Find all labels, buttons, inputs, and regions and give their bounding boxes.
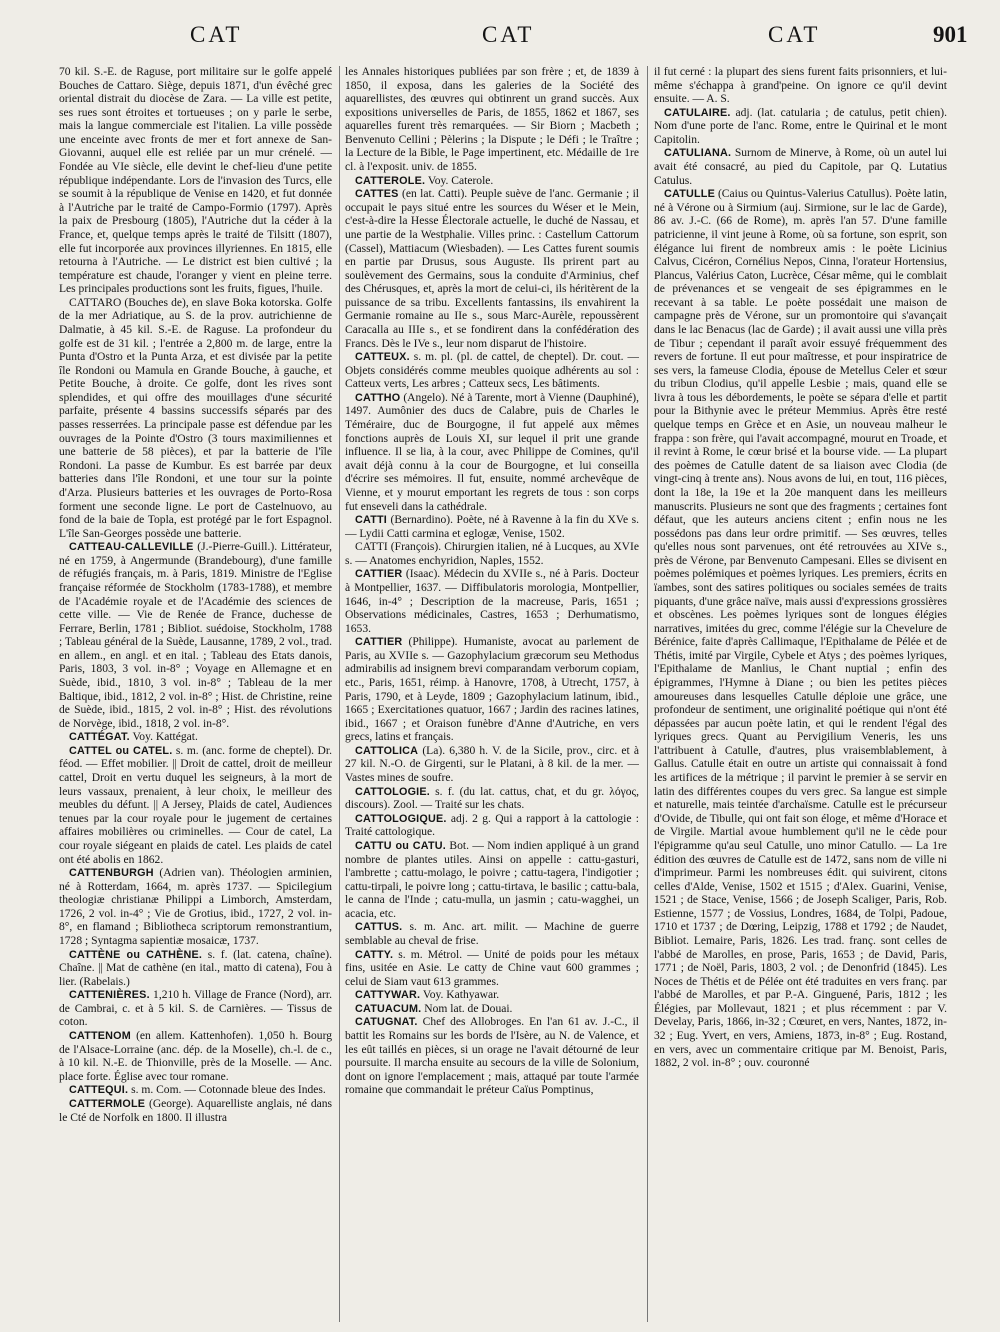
entry-body: (en lat. Catti). Peuple suève de l'anc. Germanie ; il occupait le pays situé entre les sources du Wéser et le Mein, c'est-à-dire la Hesse Électorale actuelle, le duché de Nassau, et une partie de la Westphalie. Villes princ. : Castellum Cattorum (Cassel), Mattiacum (Wiesbaden). — Les Cattes furent soumis en partie par Drusus, sous Auguste. Ils prirent part au soulèvement des Germains, sous la conduite d'Arminius, chef des Chérusques, et, après la mort de celui-ci, ils héritèrent de la puissance de sa tribu. Excellents fantassins, ils envahirent la Germanie romaine au IIe s., sous Marc-Aurèle, repoussèrent Caracalla au IIIe s., et se fondirent dans la confédération des Francs. Dès le IVe s., leur nom disparut de l'histoire. bbox=[345, 188, 639, 350]
continued-entry-text bbox=[654, 66, 947, 107]
entry-body: s. m. pl. (pl. de cattel, de cheptel). Dr. cout. — Objets considérés comme meubles quoique adhérents au sol : Catteux verts, Les arbres ; Catteux secs, Les bâtiments. bbox=[345, 351, 639, 391]
entry-body: il fut cerné : la plupart des siens furent faits prisonniers, et lui-même s'échappa à grand'peine. On ignore ce qu'il devint ensuite. — A. S. bbox=[654, 66, 947, 106]
text-column-1 bbox=[59, 66, 332, 1328]
entry-headword: CATTOLICA bbox=[355, 744, 419, 757]
entry-headword: CATTIER bbox=[355, 568, 403, 581]
entry-headword: CATULIANA. bbox=[664, 147, 732, 160]
dictionary-entry bbox=[59, 989, 332, 1030]
entry-headword: CATTEL ou CATEL. bbox=[69, 744, 173, 757]
dictionary-entry bbox=[59, 731, 332, 745]
dictionary-entry bbox=[654, 147, 947, 188]
entry-headword: CATTY. bbox=[355, 948, 394, 961]
entry-body: s. m. (anc. forme de cheptel). Dr. féod. — Effet mobilier. || Droit de cattel, droit de meilleur cattel, Droit en vertu duquel les seigneurs, à la mort de leurs vassaux, prenaient, à leur choix, le meilleur des meubles du défunt. || A Jersey, Plaids de catel, Audiences tenues par la cour royale pour le jugement de certaines affaires mobilières ou criminelles. — Cour de catel, La cour royale siégeant en plaids de catel. Les plaids de catel ont été abolis en 1862. bbox=[59, 744, 332, 866]
entry-headword: CATTEUX. bbox=[355, 351, 410, 364]
entry-headword: CATTENOM bbox=[69, 1030, 131, 1043]
entry-headword: CATTENIÈRES. bbox=[69, 989, 150, 1002]
dictionary-entry bbox=[345, 949, 639, 990]
dictionary-entry bbox=[345, 989, 639, 1003]
entry-body: adj. 2 g. Qui a rapport à la cattologie : Traité cattologique. bbox=[345, 812, 639, 839]
column-divider-1 bbox=[339, 66, 340, 1322]
entry-body: (J.-Pierre-Guill.). Littérateur, né en 1759, à Angermunde (Brandebourg), d'une famille de réfugiés français, m. à Paris, 1819. Ministre de l'Eglise française réformée de Stockholm (1783-1788), et membre de l'Académie royale et de l'Académie des sciences de cette ville. — Vie de Renée de France, duchesse de Ferrare, Berlin, 1781 ; Bibliot. suédoise, Stockholm, 1788 ; Tableau général de la Suède, Lausanne, 1789, 2 vol., trad. en allem., en angl. et en ital. ; Tableau des Etats danois, Paris, 1803, 3 vol. in-8° ; Voyage en Allemagne et en Suède, ibid., 1810, 3 vol. in-8° ; Tableau de la mer Baltique, ibid., 1812, 2 vol. in-8° ; Hist. de Christine, reine de Suède, ibid., 1815, 2 vol. in-8° ; Hist. des révolutions de Norvège, ibid., 1818, 2 vol. in-8°. bbox=[59, 541, 332, 730]
dictionary-entry bbox=[59, 745, 332, 867]
entry-body: Voy. Kathyawar. bbox=[420, 989, 500, 1002]
entry-headword: CATUGNAT. bbox=[355, 1016, 418, 1029]
dictionary-entry bbox=[345, 921, 639, 948]
dictionary-entry bbox=[345, 1003, 639, 1017]
dictionary-entry bbox=[345, 786, 639, 813]
dictionary-entry bbox=[654, 107, 947, 148]
entry-headword: CATTEAU-CALLEVILLE bbox=[69, 541, 194, 554]
entry-body: CATTI (François). Chirurgien italien, né à Lucques, au XVIe s. — Anatomes enchyridion, Naples, 1552. bbox=[345, 541, 639, 567]
entry-headword: CATTOLOGIE. bbox=[355, 785, 430, 798]
entry-headword: CATULLE bbox=[664, 188, 715, 201]
entry-headword: CATTHO bbox=[355, 391, 401, 404]
entry-headword: CATTERMOLE bbox=[69, 1097, 146, 1110]
dictionary-entry bbox=[59, 949, 332, 990]
dictionary-entry bbox=[345, 392, 639, 514]
entry-headword: CATTES bbox=[355, 188, 399, 201]
entry-body: Bot. — Nom indien appliqué à un grand nombre de plantes utiles. Ainsi on appelle : cattu-gasturi, l'ambrette ; cattu-molago, le poivre ; cattu-tagera, l'indigotier ; cattu-tirpali, le poivre long ; cattu-tirtava, le basilic ; cattu-bala, le canna de l'Inde ; catu-mulla, un jasmin ; catu-wagghei, un acacia, etc. bbox=[345, 839, 639, 920]
column-divider-2 bbox=[647, 66, 648, 1322]
dictionary-entry bbox=[59, 297, 332, 541]
dictionary-entry bbox=[59, 541, 332, 731]
dictionary-entry bbox=[345, 1016, 639, 1097]
entry-body: (en allem. Kattenhofen). 1,050 h. Bourg de l'Alsace-Lorraine (anc. dép. de la Moselle), ch.-l. de c., à 10 kil. N.-E. de Thionville, près de la Moselle. — Anc. place forte. Église avec tour romane. bbox=[59, 1030, 332, 1083]
entry-body: (Caius ou Quintus-Valerius Catullus). Poète latin, né à Vérone ou à Sirmium (auj. Sirmione, sur le lac de Garde), 86 av. J.-C. (66 de Rome), m. après l'an 57. D'une famille patricienne, il vint jeune à Rome, où sa fortune, son esprit, son élégance lui firent de nombreux amis : le poète Licinius Calvus, Cicéron, Cornélius Nepos, Cinna, l'orateur Hortensius, Plancus, Valérius Caton, Lucrèce, César même, qui le comblait de prévenances et se vengeait de ses épigrammes en le recevant à sa table. Le poète possédait une maison de campagne près de Vérone, sur un promontoire qui s'avançait dans le lac Benacus (lac de Garde) ; il avait aussi une villa près de Tibur ; cependant il paraît avoir essuyé fréquemment des revers de fortune. Il eut pour maîtresse, et pour inspiratrice de ses vers, la fameuse Clodia, épouse de Metellus Celer et sœur du tribun Clodius, qu'il appelle Lesbie ; mais, quand elle se livra à tous les débordements, le poète se sépara d'elle et partit pour la Bithynie avec le préteur Memmius. Après être resté quelque temps en Grèce et en Asie, un nouveau malheur le frappa : son frère, qui l'avait accompagné, mourut en Troade, et il revint à Rome, le cœur brisé et la bourse vide. — La plupart des poèmes de Catulle datent de sa liaison avec Clodia (de vingt-cinq à trente ans). Nous avons de lui, en tout, 116 pièces, dont la 18e, la 19e et la 20e manquent dans les meilleurs manuscrits. Plusieurs ne sont que des fragments ; certaines font défaut, que les auteurs anciens citent ; enfin nous ne les possédons pas dans leur ordre primitif. — Ses œuvres, telles qu'elles nous sont parvenues, ont été retrouvées au XIVe s., près de Vérone, par Benvenuto Campesani. Elles se divisent en poèmes polémiques et poèmes lyriques. Les premiers, écrits en ïambes, sont des satires politiques ou sociales semées de traits piquants, d'une grâce naïve, mais aussi d'expressions grossières et obscènes. Les poèmes lyriques sont de longues élégies narratives, imitées du grec, comme l'élégie sur la Chevelure de Bérénice, faite d'après Callimaque, l'Epithalame de Pélée et de Thétis, imité par Virgile, Cybele et Atys ; des poèmes lyriques, l'Epithalame de Manlius, le Chant nuptial ; enfin des épigrammes, l'Hymne à Diane ; ou bien les petites pièces amoureuses dans lesquelles Catulle déploie une grâce, une profondeur de sentiment, une originalité poétique qui n'ont été dépassées par aucun poète latin, et qui le rendent l'égal des lyriques grecs. Quant au Pervigilium Veneris, les uns l'attribuent à Catulle, d'autres, plus vraisemblablement, à Gallus. Catulle était en outre un artiste qui connaissait à fond les artifices de la métrique ; il parvint le premier à se servir en latin des différentes coupes du vers grec. Sa langue est simple et naturelle, mais teintée d'archaïsme. Catulle est le précurseur d'Ovide, de Tibulle, qui ont fait son éloge, et même d'Horace et de Virgile. Martial avoue humblement qu'il ne le cède pour l'épigramme qu'au seul Catulle, uno minor Catullo. — La 1re édition des œuvres de Catulle est de 1472, sans nom de ville ni d'imprimeur. Parmi les nombreuses édit. qui suivirent, citons celles d'Alde, Venise, 1502 et 1515 ; d'Alex. Guarini, Venise, 1521 ; de Stace, Venise, 1566 ; de Joseph Scaliger, Paris, Rob. Estienne, 1577 ; de Vossius, Londres, 1684, de Tolpi, Padoue, 1710 et 1737 ; de Dœring, Leipzig, 1788 et 1792 ; de Naudet, Bibliot. Lemaire, Paris, 1826. Les trad. franç. sont celles de l'abbé de Marolles, en prose, Paris, 1653 ; de David, Paris, 1771 ; de Noël, Paris, 1803, 2 vol. ; de Denonfrid (1845). Les Noces de Thétis et de Pélée ont été traduites en vers franç. par l'abbé de Marolles, et par P.-A. Ginguené, Paris, 1812 ; les Élégies, par Mollevaut, 1821 ; et plus récemment : par V. Develay, Paris, 1866, in-32 ; Cœuret, en vers, Nantes, 1872, in-32 ; Eug. Yvert, en vers, Amiens, 1873, in-8° ; Eug. Rostand, en vers, avec un commentaire critique par M. Benoist, Paris, 1882, 2 vol. in-8° ; ouv. couronné bbox=[654, 188, 947, 1070]
entry-body: s. f. (lat. catena, chaîne). Chaîne. || Mat de cathène (en ital., matto di catena), Fou à lier. (Rabelais.) bbox=[59, 948, 332, 988]
header-right-guideword: CAT bbox=[768, 22, 821, 47]
running-header bbox=[0, 22, 1000, 58]
entry-headword: CATUACUM. bbox=[355, 1002, 422, 1015]
entry-headword: CATTI bbox=[355, 514, 387, 527]
entry-headword: CATTÉGAT. bbox=[69, 731, 130, 744]
entry-body: CATTARO (Bouches de), en slave Boka kotorska. Golfe de la mer Adriatique, au S. de la prov. autrichienne de Dalmatie, à 45 kil. S.-E. de Raguse. La profondeur du golfe est de 31 kil. ; l'entrée a 2,800 m. de large, entre la Punta d'Ostro et la Punta Arza, et est divisée par la petite île Rondoni ou Mamula en Grande Bouche, à gauche, et Petite Bouche, à droite. Ce golfe, dont les rives sont splendides, et qui offre des mouillages d'une sécurité parfaite, présente 4 bassins successifs séparés par des passes resserrées. La principale passe est défendue par les ouvrages de la Pointe d'Ostro (3 tours maximiliennes et une batterie de 58 pièces), et par la batterie de l'île Rondoni. La passe de Kumbur. Es est barrée par deux batteries dans l'île Rondoni, et une tour sur la pointe d'Arza. Plusieurs batteries et les ouvrages de Porto-Rosa forment une seconde ligne. Le port de Castelnuovo, au fond de la baie de Topla, est protégé par le fort Espagnol. L'île San-Georges possède une batterie. bbox=[59, 296, 332, 540]
entry-body: (George). Aquarelliste anglais, né dans le Cté de Norfolk en 1800. Il illustra bbox=[59, 1097, 332, 1124]
entry-headword: CATTENBURGH bbox=[69, 867, 154, 880]
text-column-2 bbox=[345, 66, 639, 1328]
entry-body: Voy. Caterole. bbox=[425, 174, 494, 187]
dictionary-entry bbox=[59, 1030, 332, 1084]
dictionary-entry bbox=[59, 1084, 332, 1098]
text-column-3 bbox=[654, 66, 947, 1328]
entry-body: s. m. Métrol. — Unité de poids pour les métaux fins, usitée en Asie. Le catty de Chine vaut 600 grammes ; celui de Siam vaut 613 grammes. bbox=[345, 948, 639, 988]
entry-headword: CATTOLOGIQUE. bbox=[355, 812, 447, 825]
entry-body: Nom lat. de Douai. bbox=[421, 1002, 513, 1015]
entry-headword: CATTEQUI. bbox=[69, 1084, 129, 1097]
dictionary-entry bbox=[345, 188, 639, 351]
entry-body: 70 kil. S.-E. de Raguse, port militaire sur le golfe appelé Bouches de Cattaro. Siège, depuis 1871, d'un évêché grec oriental distrait du diocèse de Zara. — La ville est petite, ses rues sont étroites et tortueuses ; on y parle le serbe, mais la langue commerciale est l'italien. La ville possède une enceinte avec fronts de mer et fort annexe de San-Giovanni, auquel elle est reliée par un mur crénelé. — Fondée au VIe siècle, elle devint le chef-lieu d'une petite république indépendante. Lors de l'invasion des Turcs, elle se soumit à la république de Venise en 1420, et fut donnée à l'Autriche par le traité de Campo-Formio (1797). Après la paix de Presbourg (1805), l'Autriche dut la céder à la France, et, quelque temps après le traité de Tilsitt (1807), elle fut incorporée aux provinces illyriennes. En 1815, elle retourna à l'Autriche. — Le district est bien cultivé ; la température est chaude, l'oranger y vient en pleine terre. Les principales productions sont les fruits, figues, l'huile. bbox=[59, 66, 332, 296]
page-number: 901 bbox=[933, 22, 968, 47]
dictionary-entry bbox=[345, 541, 639, 568]
entry-headword: CATTYWAR. bbox=[355, 989, 421, 1002]
entry-body: s. m. Com. — Cotonnade bleue des Indes. bbox=[128, 1084, 326, 1097]
dictionary-entry bbox=[59, 867, 332, 948]
dictionary-entry bbox=[345, 636, 639, 745]
dictionary-entry bbox=[654, 188, 947, 1071]
entry-headword: CATTU ou CATU. bbox=[355, 839, 446, 852]
dictionary-entry bbox=[345, 840, 639, 921]
dictionary-entry bbox=[345, 175, 639, 189]
continued-entry-text bbox=[59, 66, 332, 297]
entry-body: (Philippe). Humaniste, avocat au parlement de Paris, au XVIIe s. — Gazophylacium græcorum seu Methodus admirabilis ad insignem brevi comparandam verborum copiam, etc., Paris, 1651, réimp. à Hanovre, 1708, à Utrecht, 1757, à Paris, 1790, et à Leyde, 1809 ; Gazophylacium latinum, ibid., 1665 ; Exercitationes quatuor, 1667 ; Jardin des racines latines, ibid., 1667 ; et Oraison funèbre d'Anne d'Autriche, en vers grecs, latins et français. bbox=[345, 636, 639, 744]
entry-body: (Bernardino). Poète, né à Ravenne à la fin du XVe s. — Lydii Catti carmina et eglogæ, Venise, 1502. bbox=[345, 514, 639, 540]
entry-headword: CATTEROLE. bbox=[355, 174, 426, 187]
header-center-guideword: CAT bbox=[482, 22, 535, 47]
entry-body: Surnom de Minerve, à Rome, où un autel lui avait été consacré, au pied du Capitole, par Q. Lutatius Catulus. bbox=[654, 147, 947, 187]
dictionary-entry bbox=[59, 1098, 332, 1125]
dictionary-entry bbox=[345, 745, 639, 786]
entry-headword: CATTUS. bbox=[355, 921, 403, 934]
dictionary-entry bbox=[345, 568, 639, 636]
entry-body: (Adrien van). Théologien arminien, né à Rotterdam, 1664, m. après 1737. — Spicilegium theologiæ christianæ Philippi a Limborch, Amsterdam, 1726, 2 vol. in-4° ; Vie de Grotius, ibid., 1727, 2 vol. in-8°, en flamand ; Bibliotheca scriptorum remonstrantium, 1728 ; Syntagma sapientiæ mosaicæ, 1737. bbox=[59, 867, 332, 947]
entry-body: adj. (lat. catularia ; de catulus, petit chien). Nom d'une porte de l'anc. Rome, entre le Quirinal et le mont Capitolin. bbox=[654, 106, 947, 146]
entry-body: (Isaac). Médecin du XVIIe s., né à Paris. Docteur à Montpellier, 1637. — Diffibulatoris morologia, Montpellier, 1646, in-4° ; Description de la macreuse, Paris, 1651 ; Observations médicinales, Castres, 1653 ; Derhumatismo, 1653. bbox=[345, 568, 639, 635]
entry-headword: CATTÈNE ou CATHÈNE. bbox=[69, 948, 203, 961]
dictionary-entry bbox=[345, 351, 639, 392]
entry-headword: CATULAIRE. bbox=[664, 106, 731, 119]
entry-body: 1,210 h. Village de France (Nord), arr. de Cambrai, c. et à 5 kil. S. de Carnières. — Tissus de coton. bbox=[59, 989, 332, 1029]
entry-body: s. f. (du lat. cattus, chat, et du gr. λόγος, discours). Zool. — Traité sur les chats. bbox=[345, 785, 639, 812]
dictionary-entry bbox=[345, 514, 639, 541]
header-left-guideword: CAT bbox=[190, 22, 243, 47]
entry-body: les Annales historiques publiées par son frère ; et, de 1839 à 1850, il exposa, dans les galeries de la Société des aquarellistes, des œuvres qui obtinrent un grand succès. Aux expositions universelles de Paris, de 1855, 1862 et 1867, ses aquarelles furent très remarquées. — Sir Biorn ; Macbeth ; Benvenuto Cellini ; Pèlerins ; la Dispute ; le Défi ; le Traître ; la Lecture de la Bible, le Page impertinent, etc. Médaille de 1re cl. à l'exposit. univ. de 1855. bbox=[345, 66, 639, 174]
dictionary-entry bbox=[345, 813, 639, 840]
entry-body: Voy. Kattégat. bbox=[129, 731, 198, 744]
entry-headword: CATTIER bbox=[355, 636, 403, 649]
entry-body: Chef des Allobroges. En l'an 61 av. J.-C., il battit les Romains sur les bords de l'Isère, au N. de Valence, et les eût taillés en pièces, si un orage ne l'avait détourné de leur poursuite. Il marcha ensuite au secours de la ville de Solonium, dont on ignore l'emplacement ; mais, attaqué par toute l'armée romaine que commandait le préteur Caïus Pomptinus, bbox=[345, 1016, 639, 1097]
entry-body: (La). 6,380 h. V. de la Sicile, prov., circ. et à 27 kil. N.-O. de Girgenti, sur le Platani, à 8 kil. de la mer. — Vastes mines de soufre. bbox=[345, 744, 639, 785]
entry-body: s. m. Anc. art. milit. — Machine de guerre semblable au cheval de frise. bbox=[345, 921, 639, 947]
continued-entry-text bbox=[345, 66, 639, 175]
entry-body: (Angelo). Né à Tarente, mort à Vienne (Dauphiné), 1497. Aumônier des ducs de Calabre, puis de Charles le Téméraire, duc de Bourgogne, il fut appelé aux mêmes fonctions auprès de Louis XI, sur lequel il prit une grande influence. Il se lia, à la cour, avec Philippe de Comines, qu'il avait déjà connu à la cour de Bourgogne, et lui conseilla d'écrire ses mémoires. Il fut, ensuite, nommé archevêque de Vienne, et y mourut emportant les regrets de tous : son corps fut enseveli dans la cathédrale. bbox=[345, 391, 639, 513]
